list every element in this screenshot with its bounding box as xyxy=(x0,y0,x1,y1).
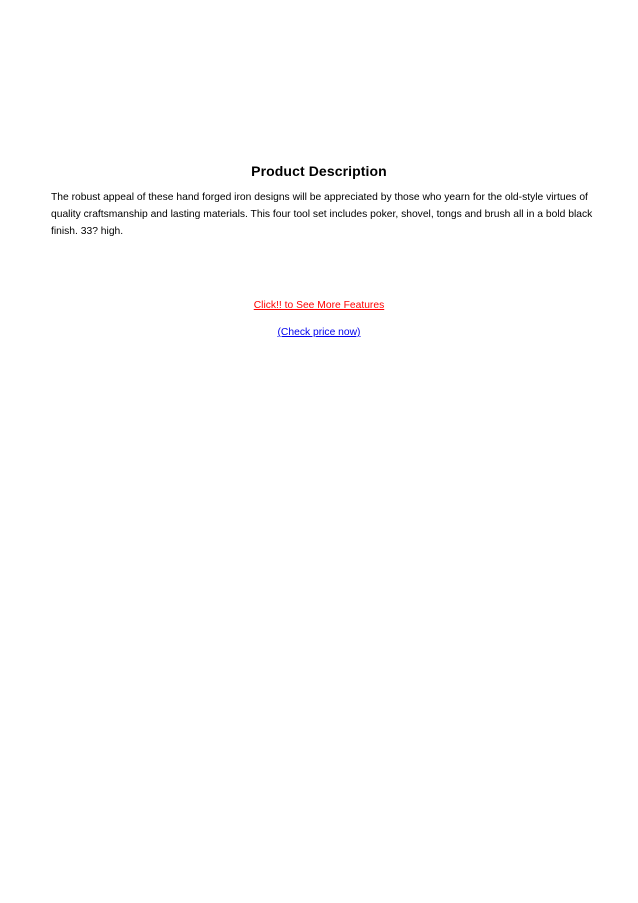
price-link-container xyxy=(0,326,638,340)
features-link-container xyxy=(0,299,638,313)
product-description: The robust appeal of these hand forged iron designs will be appreciated by those who yearn for the old-style virtues of quality craftsmanship and lasting materials. This four tool set includes poker, shovel, tongs and brush all in a bold black finish. 33? high. xyxy=(51,192,593,237)
see-more-features-link[interactable]: Click!! to See More Features xyxy=(253,300,385,311)
page-title: Product Description xyxy=(251,163,387,179)
check-price-link[interactable]: (Check price now) xyxy=(277,327,361,338)
